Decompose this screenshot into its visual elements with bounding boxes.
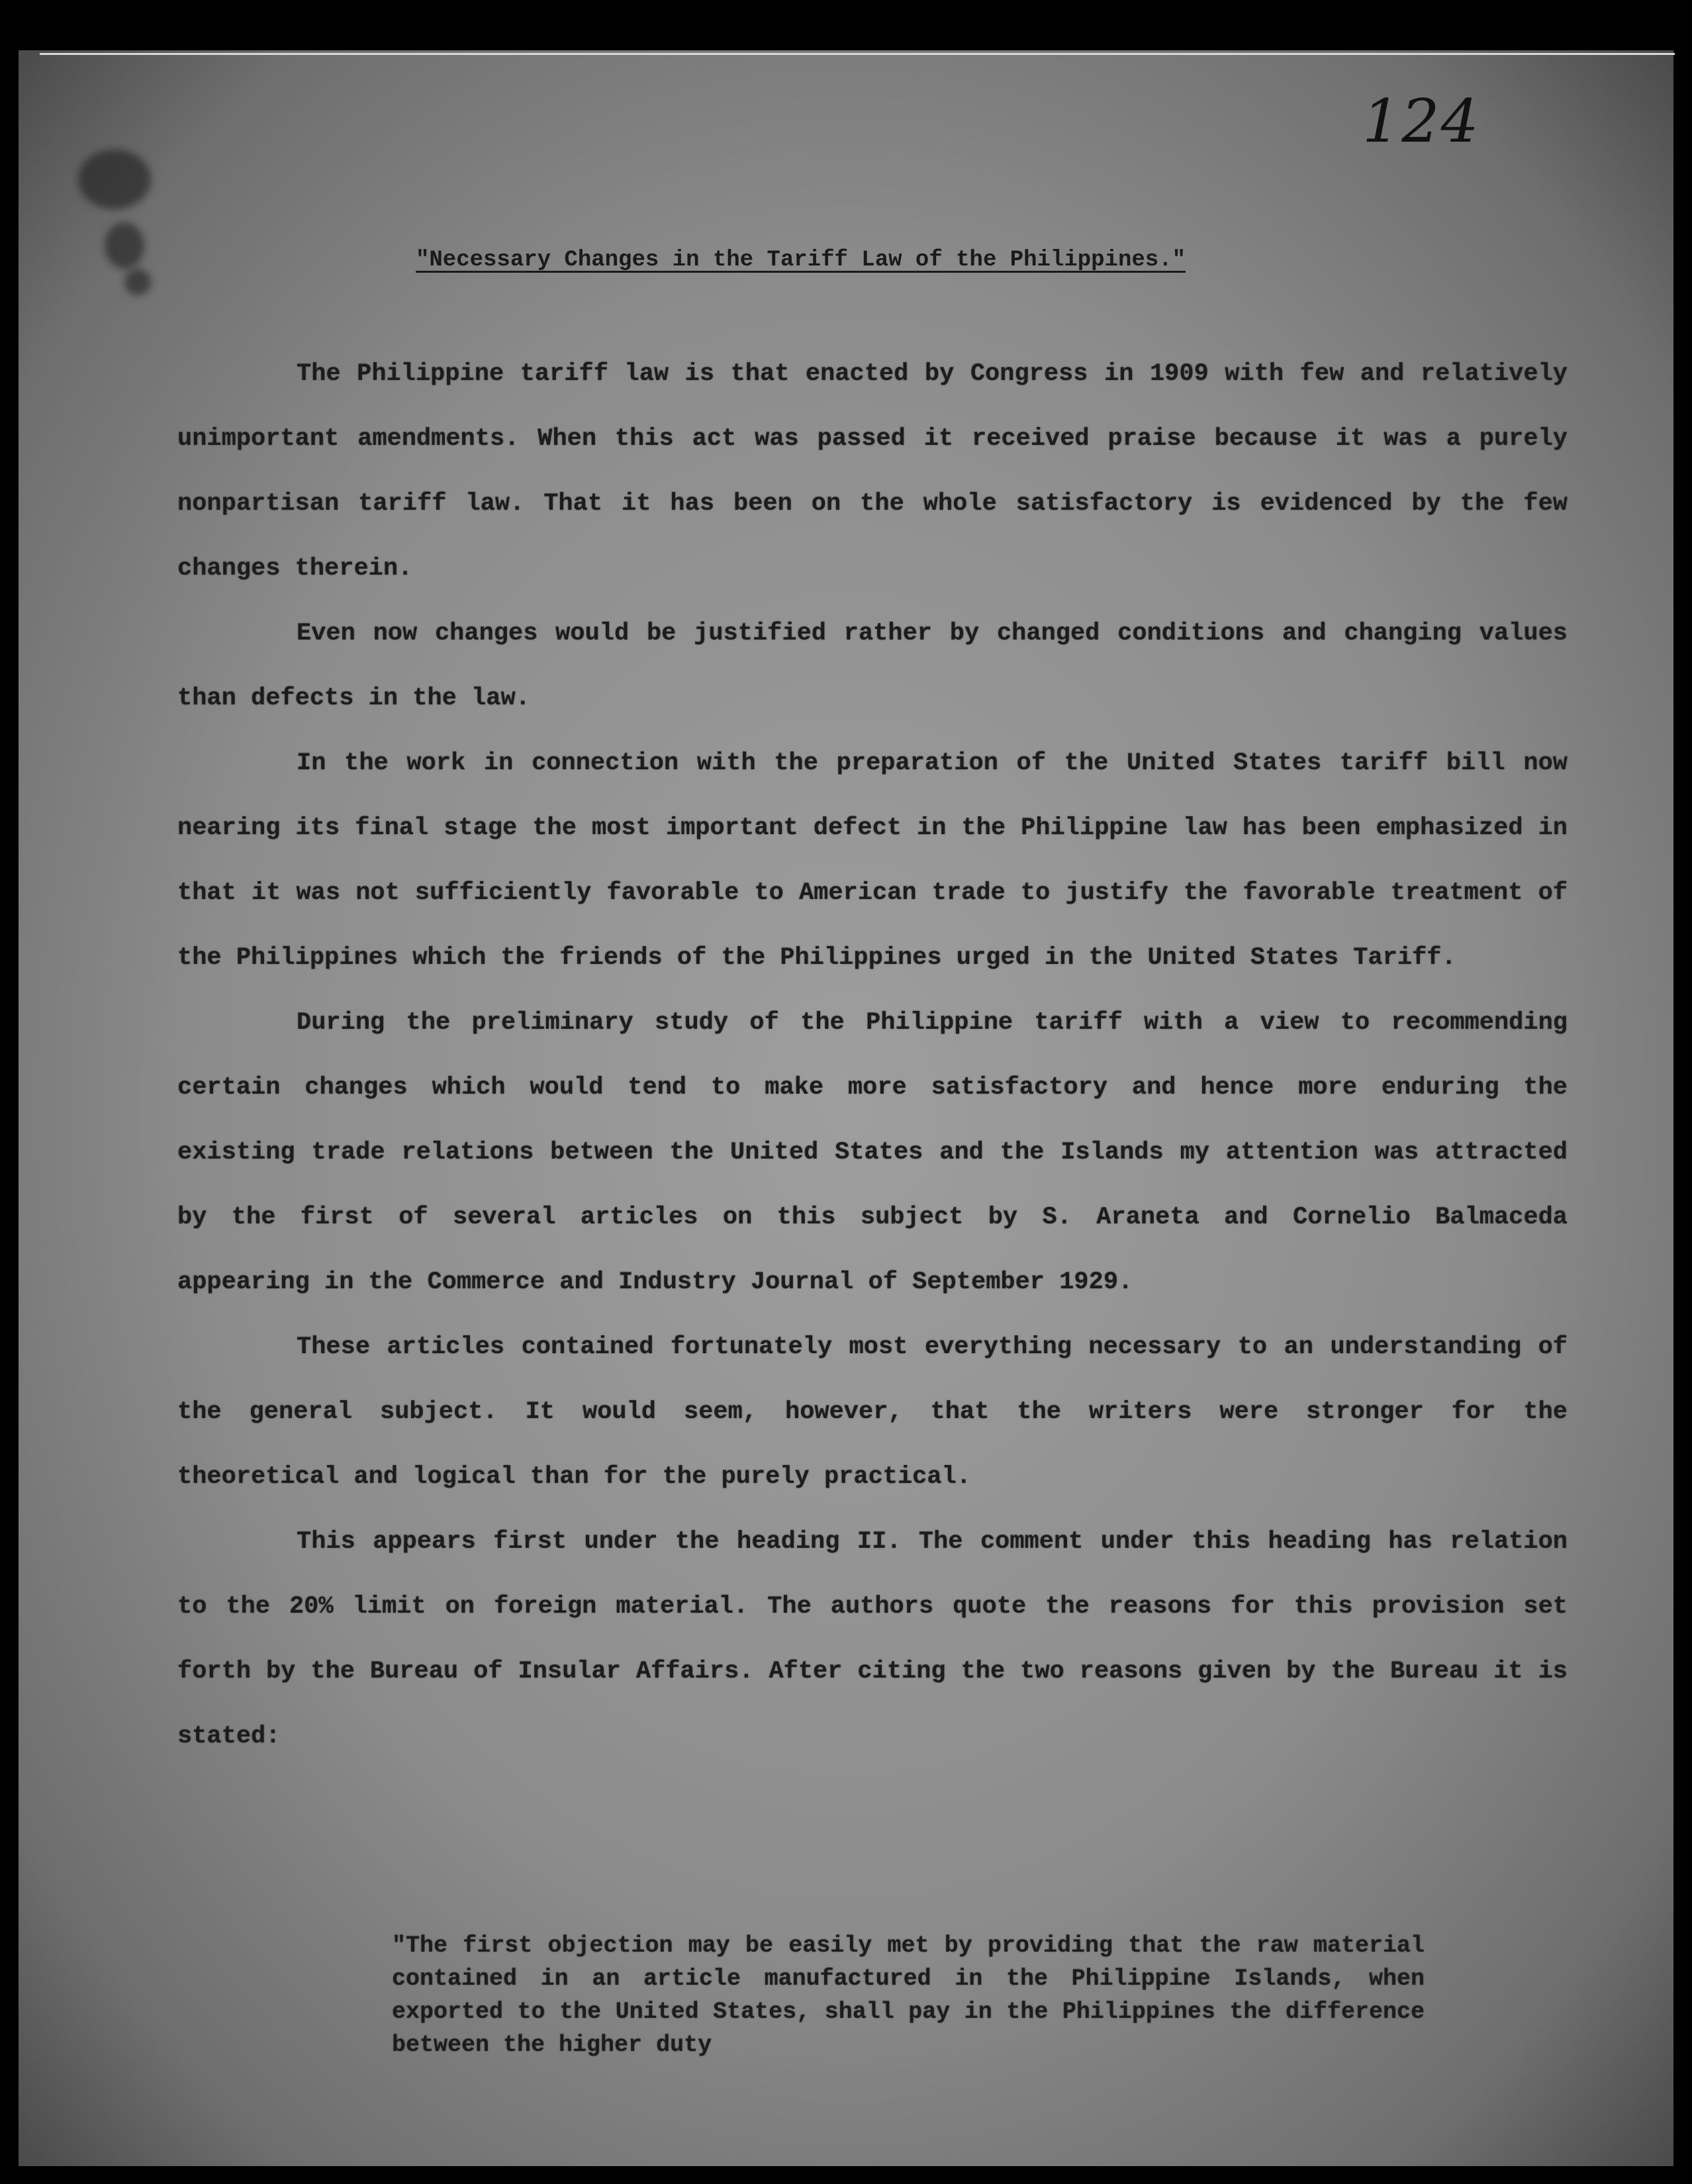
ink-stain <box>78 150 151 209</box>
paragraph: This appears first under the heading II. The comment under this heading has relation to the 20% limit on foreign material. The authors quote the reasons for this provision set forth by the Bureau of Insular Affairs. After citing the two reasons given by the Bureau it is stated: <box>177 1528 1568 1750</box>
document-title: "Necessary Changes in the Tariff Law of the Philippines." <box>416 248 1186 273</box>
paragraph: Even now changes would be justified rather by changed conditions and changing values than defects in the law. <box>177 620 1568 712</box>
paragraph: The Philippine tariff law is that enacted by Congress in 1909 with few and relatively unimportant amendments. When this act was passed it received praise because it was a purely nonpartisan tariff law. That it has been on the whole satisfactory is evidenced by the few changes therein. <box>177 360 1568 583</box>
scan-top-rule <box>40 53 1675 55</box>
document-body <box>177 342 1568 1769</box>
paragraph: During the preliminary study of the Philippine tariff with a view to recommending certain changes which would tend to make more satisfactory and hence more enduring the existing trade relations between the United States and the Islands my attention was attracted by the first of several articles on this subject by S. Araneta and Cornelio Balmaceda appearing in the Commerce and Industry Journal of September 1929. <box>177 1009 1568 1296</box>
ink-stain <box>124 269 151 295</box>
handwritten-page-number: 124 <box>1362 87 1480 156</box>
paragraph: In the work in connection with the preparation of the United States tariff bill now nearing its final stage the most important defect in the Philippine law has been emphasized in that it was not sufficiently favorable to American trade to justify the favorable treatment of the Philippines which the friends of the Philippines urged in the United States Tariff. <box>177 749 1568 972</box>
paragraph: These articles contained fortunately most everything necessary to an understanding of the general subject. It would seem, however, that the writers were stronger for the theoretical and logical than for the purely practical. <box>177 1333 1568 1491</box>
ink-stain <box>105 222 144 269</box>
document-page <box>19 50 1673 2166</box>
block-quote: "The first objection may be easily met by providing that the raw material contained in an article manufactured in the Philippine Islands, when exported to the United States, shall pay in the Philippines the difference between the higher duty <box>392 1932 1425 2058</box>
